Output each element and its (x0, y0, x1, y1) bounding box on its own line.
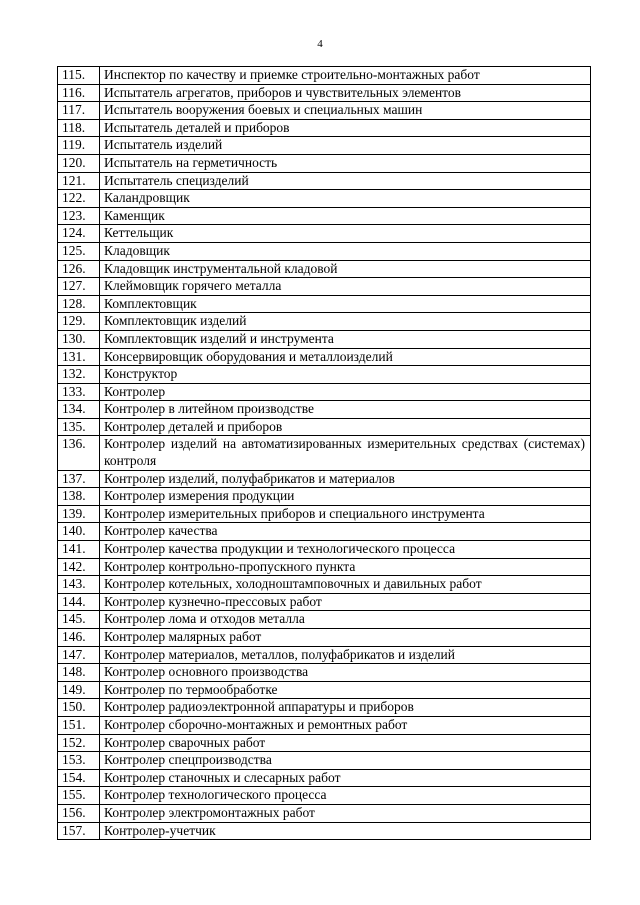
row-number: 149. (58, 681, 100, 699)
row-number: 118. (58, 119, 100, 137)
table-row (58, 348, 591, 366)
row-number: 150. (58, 699, 100, 717)
table-row (58, 401, 591, 419)
row-number: 142. (58, 558, 100, 576)
table-row (58, 154, 591, 172)
table-row (58, 752, 591, 770)
profession-name: Контролер технологического процесса (100, 787, 591, 805)
profession-name: Контролер по термообработке (100, 681, 591, 699)
table-row (58, 611, 591, 629)
table-row (58, 541, 591, 559)
row-number: 129. (58, 313, 100, 331)
row-number: 136. (58, 436, 100, 470)
row-number: 138. (58, 488, 100, 506)
profession-name: Испытатель агрегатов, приборов и чувствительных элементов (100, 84, 591, 102)
row-number: 144. (58, 593, 100, 611)
table-row (58, 137, 591, 155)
table-row (58, 225, 591, 243)
profession-name: Клеймовщик горячего металла (100, 278, 591, 296)
table-row (58, 804, 591, 822)
profession-name: Контролер спецпроизводства (100, 752, 591, 770)
profession-name: Комплектовщик (100, 295, 591, 313)
table-row (58, 822, 591, 840)
profession-name: Контролер сварочных работ (100, 734, 591, 752)
table-row (58, 734, 591, 752)
table-row (58, 242, 591, 260)
profession-name: Контролер изделий, полуфабрикатов и материалов (100, 470, 591, 488)
profession-table (57, 66, 591, 840)
table-row (58, 787, 591, 805)
table-row (58, 260, 591, 278)
table-row (58, 190, 591, 208)
table-row (58, 418, 591, 436)
profession-name: Каландровщик (100, 190, 591, 208)
row-number: 141. (58, 541, 100, 559)
row-number: 126. (58, 260, 100, 278)
table-row (58, 505, 591, 523)
profession-name: Испытатель вооружения боевых и специальных машин (100, 102, 591, 120)
row-number: 135. (58, 418, 100, 436)
table-row (58, 84, 591, 102)
table-row (58, 664, 591, 682)
profession-name: Контролер деталей и приборов (100, 418, 591, 436)
table-row (58, 383, 591, 401)
profession-name: Кладовщик инструментальной кладовой (100, 260, 591, 278)
row-number: 147. (58, 646, 100, 664)
row-number: 148. (58, 664, 100, 682)
profession-name: Кладовщик (100, 242, 591, 260)
table-row (58, 681, 591, 699)
profession-name: Кеттельщик (100, 225, 591, 243)
row-number: 124. (58, 225, 100, 243)
profession-name: Контролер качества продукции и технологического процесса (100, 541, 591, 559)
row-number: 137. (58, 470, 100, 488)
table-row (58, 470, 591, 488)
profession-name: Контролер сборочно-монтажных и ремонтных работ (100, 716, 591, 734)
table-row (58, 67, 591, 85)
table-row (58, 488, 591, 506)
profession-name: Консервировщик оборудования и металлоизделий (100, 348, 591, 366)
row-number: 139. (58, 505, 100, 523)
profession-name: Контролер измерения продукции (100, 488, 591, 506)
profession-name: Комплектовщик изделий (100, 313, 591, 331)
profession-name: Контролер станочных и слесарных работ (100, 769, 591, 787)
table-row (58, 716, 591, 734)
profession-name: Контролер качества (100, 523, 591, 541)
table-row (58, 646, 591, 664)
profession-name: Контролер малярных работ (100, 629, 591, 647)
row-number: 151. (58, 716, 100, 734)
row-number: 116. (58, 84, 100, 102)
profession-name: Конструктор (100, 366, 591, 384)
profession-table-body (58, 67, 591, 840)
profession-name: Контролер изделий на автоматизированных измерительных средствах (системах) контроля (100, 436, 591, 470)
row-number: 157. (58, 822, 100, 840)
row-number: 146. (58, 629, 100, 647)
row-number: 127. (58, 278, 100, 296)
profession-name: Контролер материалов, металлов, полуфабрикатов и изделий (100, 646, 591, 664)
profession-name: Контролер в литейном производстве (100, 401, 591, 419)
table-row (58, 576, 591, 594)
profession-name: Контролер-учетчик (100, 822, 591, 840)
row-number: 131. (58, 348, 100, 366)
row-number: 140. (58, 523, 100, 541)
table-row (58, 119, 591, 137)
profession-name: Контролер контрольно-пропускного пункта (100, 558, 591, 576)
profession-name: Испытатель деталей и приборов (100, 119, 591, 137)
row-number: 143. (58, 576, 100, 594)
profession-name: Контролер кузнечно-прессовых работ (100, 593, 591, 611)
table-row (58, 330, 591, 348)
profession-name: Испытатель изделий (100, 137, 591, 155)
profession-name: Испытатель специзделий (100, 172, 591, 190)
profession-name: Контролер лома и отходов металла (100, 611, 591, 629)
row-number: 145. (58, 611, 100, 629)
row-number: 155. (58, 787, 100, 805)
table-row (58, 313, 591, 331)
row-number: 120. (58, 154, 100, 172)
row-number: 119. (58, 137, 100, 155)
profession-name: Комплектовщик изделий и инструмента (100, 330, 591, 348)
table-row (58, 523, 591, 541)
row-number: 156. (58, 804, 100, 822)
table-row (58, 102, 591, 120)
row-number: 123. (58, 207, 100, 225)
row-number: 115. (58, 67, 100, 85)
table-row (58, 436, 591, 470)
row-number: 122. (58, 190, 100, 208)
row-number: 132. (58, 366, 100, 384)
row-number: 125. (58, 242, 100, 260)
profession-name: Каменщик (100, 207, 591, 225)
table-row (58, 699, 591, 717)
table-row (58, 207, 591, 225)
profession-name: Контролер основного производства (100, 664, 591, 682)
profession-name: Контролер электромонтажных работ (100, 804, 591, 822)
table-row (58, 172, 591, 190)
profession-name: Контролер радиоэлектронной аппаратуры и приборов (100, 699, 591, 717)
row-number: 128. (58, 295, 100, 313)
row-number: 130. (58, 330, 100, 348)
profession-name: Контролер (100, 383, 591, 401)
table-row (58, 366, 591, 384)
profession-name: Контролер котельных, холодноштамповочных и давильных работ (100, 576, 591, 594)
profession-name: Испытатель на герметичность (100, 154, 591, 172)
row-number: 117. (58, 102, 100, 120)
row-number: 154. (58, 769, 100, 787)
row-number: 133. (58, 383, 100, 401)
table-row (58, 593, 591, 611)
table-row (58, 769, 591, 787)
row-number: 134. (58, 401, 100, 419)
table-row (58, 278, 591, 296)
row-number: 153. (58, 752, 100, 770)
profession-name: Контролер измерительных приборов и специального инструмента (100, 505, 591, 523)
table-row (58, 295, 591, 313)
page-number: 4 (317, 38, 323, 50)
table-row (58, 629, 591, 647)
profession-name: Инспектор по качеству и приемке строительно-монтажных работ (100, 67, 591, 85)
row-number: 152. (58, 734, 100, 752)
table-row (58, 558, 591, 576)
row-number: 121. (58, 172, 100, 190)
